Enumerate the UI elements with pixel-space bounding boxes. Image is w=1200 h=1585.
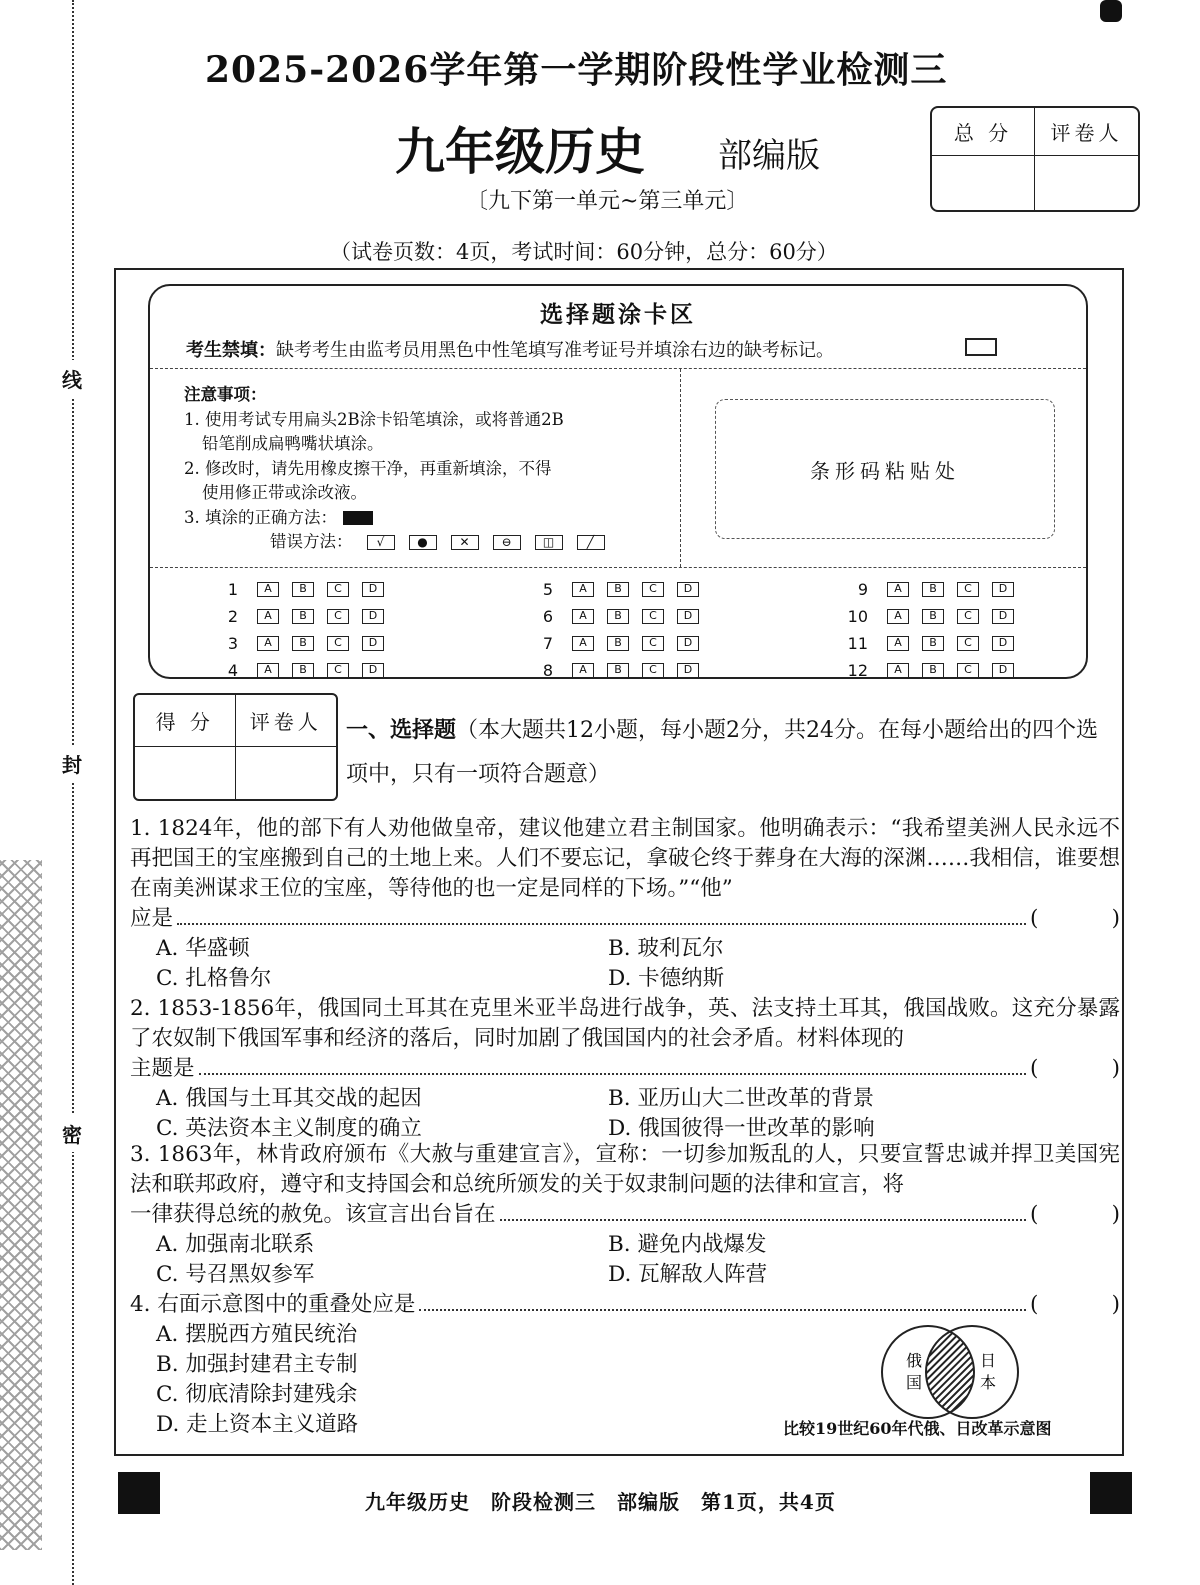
card-divider xyxy=(680,369,681,567)
answer-number: 8 xyxy=(542,661,553,679)
question-3-stem: 3. 1863年，林肯政府颁布《大赦与重建宣言》，宣称：一切参加叛乱的人，只要宣誓忠诚并捍卫美国宪法和联邦政府，遵守和支持国会和总统所颁发的关于奴隶制问题的法律和宣言，将 xyxy=(130,1142,1120,1197)
answer-number: 11 xyxy=(847,634,868,653)
answer-bubble[interactable]: D xyxy=(362,582,384,597)
question-2-option-b: B. 亚历山大二世改革的背景 xyxy=(608,1086,874,1111)
leader-dots xyxy=(500,1200,1026,1221)
answer-bubble[interactable]: B xyxy=(922,609,944,624)
answer-bubble[interactable]: C xyxy=(957,582,979,597)
paren-open: ( xyxy=(1030,1202,1039,1227)
answer-bubble[interactable]: A xyxy=(887,636,909,651)
answer-bubble[interactable]: C xyxy=(327,582,349,597)
corner-mark-top xyxy=(1100,0,1122,22)
answer-paren[interactable] xyxy=(1030,1290,1120,1320)
answer-bubble[interactable]: B xyxy=(292,582,314,597)
answer-row xyxy=(210,607,384,626)
paren-open: ( xyxy=(1030,906,1039,931)
answer-bubble[interactable]: C xyxy=(957,609,979,624)
answer-bubble[interactable]: C xyxy=(642,609,664,624)
total-grader-cell[interactable] xyxy=(1035,156,1138,210)
answer-bubbles xyxy=(150,572,1086,679)
answer-bubble[interactable]: A xyxy=(572,582,594,597)
answer-paren[interactable] xyxy=(1030,904,1120,934)
answer-bubble[interactable]: D xyxy=(992,582,1014,597)
note-3 xyxy=(184,506,664,531)
answer-row xyxy=(210,580,384,599)
paren-close: ) xyxy=(1111,1056,1120,1081)
correct-fill-sample xyxy=(343,511,373,525)
question-3-option-a: A. 加强南北联系 xyxy=(156,1232,315,1257)
venn-label-left-2: 国 xyxy=(906,1373,923,1392)
total-score-cell[interactable] xyxy=(932,156,1035,210)
venn-caption: 比较19世纪60年代俄、日改革示意图 xyxy=(783,1419,1052,1438)
question-3-option-b: B. 避免内战爆发 xyxy=(608,1232,767,1257)
answer-paren[interactable] xyxy=(1030,1200,1120,1230)
answer-number: 2 xyxy=(227,607,238,626)
wrong-mark-split: ◫ xyxy=(535,535,563,550)
note-1b: 铅笔削成扁鸭嘴状填涂。 xyxy=(202,434,384,453)
answer-bubble[interactable]: D xyxy=(677,636,699,651)
card-instructions xyxy=(150,368,1086,568)
answer-bubble[interactable]: D xyxy=(992,636,1014,651)
answer-bubble[interactable]: A xyxy=(887,582,909,597)
question-2-option-a: A. 俄国与土耳其交战的起因 xyxy=(156,1086,422,1111)
page-footer: 九年级历史 阶段检测三 部编版 第1页，共4页 xyxy=(365,1490,836,1514)
total-grader-label: 评卷人 xyxy=(1035,108,1138,156)
total-score-box xyxy=(930,106,1140,212)
answer-paren[interactable] xyxy=(1030,1054,1120,1084)
answer-number: 9 xyxy=(857,580,868,599)
section-score-label: 得 分 xyxy=(135,695,236,747)
answer-row xyxy=(210,661,384,679)
wrong-mark-slash: ╱ xyxy=(577,535,605,550)
answer-bubble[interactable]: D xyxy=(677,663,699,678)
answer-number: 3 xyxy=(227,634,238,653)
question-4-option-b: B. 加强封建君主专制 xyxy=(156,1352,358,1377)
answer-bubble[interactable]: D xyxy=(992,663,1014,678)
answer-bubble[interactable]: A xyxy=(257,636,279,651)
answer-card-title: 选择题涂卡区 xyxy=(540,301,696,328)
absent-note xyxy=(186,336,834,362)
answer-number: 12 xyxy=(847,661,868,679)
exam-info: （试卷页数：4页，考试时间：60分钟，总分：60分） xyxy=(330,240,838,264)
note-1a: 1. 使用考试专用扁头2B涂卡铅笔填涂，或将普通2B xyxy=(184,409,564,429)
answer-bubble[interactable]: C xyxy=(327,663,349,678)
answer-bubble[interactable]: D xyxy=(992,609,1014,624)
barcode-area: 条形码粘贴处 xyxy=(715,399,1055,539)
answer-bubble[interactable]: B xyxy=(607,636,629,651)
notes-block xyxy=(184,383,664,555)
question-1-option-c: C. 扎格鲁尔 xyxy=(156,966,272,991)
question-2 xyxy=(130,994,1120,1144)
answer-bubble[interactable]: C xyxy=(957,636,979,651)
wrong-mark-check: √ xyxy=(367,535,395,550)
question-4-tail: 4. 右面示意图中的重叠处应是 xyxy=(130,1292,416,1317)
answer-number: 5 xyxy=(542,580,553,599)
answer-bubble[interactable]: C xyxy=(642,582,664,597)
note-2b: 使用修正带或涂改液。 xyxy=(202,483,367,502)
answer-bubble[interactable]: C xyxy=(327,609,349,624)
answer-row xyxy=(840,607,1014,626)
answer-bubble[interactable]: D xyxy=(677,609,699,624)
answer-row xyxy=(525,580,699,599)
question-4-option-c: C. 彻底清除封建残余 xyxy=(156,1382,358,1407)
note-2a: 2. 修改时，请先用橡皮擦干净，再重新填涂，不得 xyxy=(184,458,552,478)
question-1 xyxy=(130,814,1120,994)
answer-bubble[interactable]: B xyxy=(922,582,944,597)
question-1-option-a: A. 华盛顿 xyxy=(156,936,250,961)
total-score-label: 总 分 xyxy=(932,108,1035,156)
binding-char-seal: 封 xyxy=(62,745,82,782)
leader-dots xyxy=(419,1290,1026,1311)
answer-bubble[interactable]: B xyxy=(607,663,629,678)
answer-bubble[interactable]: B xyxy=(922,663,944,678)
binding-line xyxy=(72,0,74,1585)
section-score-box xyxy=(133,693,338,801)
question-1-option-b: B. 玻利瓦尔 xyxy=(608,936,724,961)
answer-bubble[interactable]: A xyxy=(572,636,594,651)
corner-mark-bottom-left xyxy=(118,1472,160,1514)
question-4-option-d: D. 走上资本主义道路 xyxy=(156,1412,359,1437)
paren-close: ) xyxy=(1111,1202,1120,1227)
subject-title: 九年级历史 xyxy=(395,123,645,181)
wrong-methods xyxy=(184,530,664,555)
section-title: 一、选择题 xyxy=(346,717,457,743)
binding-char-secret: 密 xyxy=(62,1115,82,1152)
answer-bubble[interactable]: B xyxy=(292,636,314,651)
answer-card xyxy=(148,284,1088,679)
paren-close: ) xyxy=(1111,1292,1120,1317)
question-3-option-d: D. 瓦解敌人阵营 xyxy=(608,1262,768,1287)
answer-row xyxy=(840,661,1014,679)
absent-note-label: 考生禁填： xyxy=(186,340,276,361)
question-2-tail: 主题是 xyxy=(130,1056,195,1081)
notes-title: 注意事项： xyxy=(184,385,267,404)
answer-number: 4 xyxy=(227,661,238,679)
answer-bubble[interactable]: C xyxy=(327,636,349,651)
answer-bubble[interactable]: D xyxy=(677,582,699,597)
answer-bubble[interactable]: C xyxy=(642,636,664,651)
answer-bubble[interactable]: A xyxy=(887,609,909,624)
wrong-mark-dot: ● xyxy=(409,535,437,550)
leader-dots xyxy=(177,904,1026,925)
answer-bubble[interactable]: A xyxy=(257,663,279,678)
scope-label: 〔九下第一单元~第三单元〕 xyxy=(466,189,749,214)
section-heading xyxy=(346,708,1111,797)
answer-bubble[interactable]: A xyxy=(887,663,909,678)
answer-bubble[interactable]: B xyxy=(607,609,629,624)
answer-row xyxy=(525,661,699,679)
venn-label-right-2: 本 xyxy=(980,1373,997,1392)
answer-bubble[interactable]: B xyxy=(922,636,944,651)
answer-number: 7 xyxy=(542,634,553,653)
absent-note-text: 缺考考生由监考员用黑色中性笔填写准考证号并填涂右边的缺考标记。 xyxy=(276,340,834,361)
venn-label-right-1: 日 xyxy=(980,1351,997,1370)
answer-number: 1 xyxy=(227,580,238,599)
absent-mark-box[interactable] xyxy=(965,338,997,356)
answer-bubble[interactable]: A xyxy=(572,663,594,678)
section-score-cell[interactable] xyxy=(135,747,236,799)
venn-diagram xyxy=(870,1322,1030,1422)
note-3-text: 3. 填涂的正确方法： xyxy=(184,507,337,527)
question-1-tail: 应是 xyxy=(130,906,174,931)
answer-bubble[interactable]: A xyxy=(257,582,279,597)
answer-bubble[interactable]: D xyxy=(362,609,384,624)
question-2-stem: 2. 1853-1856年，俄国同土耳其在克里米亚半岛进行战争，英、法支持土耳其，俄国战败。这充分暴露了农奴制下俄国军事和经济的落后，同时加剧了俄国国内的社会矛盾。材料体现的 xyxy=(130,996,1120,1051)
paren-open: ( xyxy=(1030,1292,1039,1317)
answer-row xyxy=(525,634,699,653)
answer-bubble[interactable]: A xyxy=(572,609,594,624)
answer-row xyxy=(525,607,699,626)
answer-number: 6 xyxy=(542,607,553,626)
wrong-label: 错误方法： xyxy=(270,532,353,551)
answer-bubble[interactable]: B xyxy=(292,609,314,624)
corner-mark-bottom-right xyxy=(1090,1472,1132,1514)
answer-bubble[interactable]: D xyxy=(362,663,384,678)
section-desc: （本大题共12小题，每小题2分，共24分。在每小题给出的四个选项中，只有一项符合题意） xyxy=(346,718,1099,787)
wrong-mark-cross: ✕ xyxy=(451,535,479,550)
paren-close: ) xyxy=(1111,906,1120,931)
question-4-option-a: A. 摆脱西方殖民统治 xyxy=(156,1322,358,1347)
question-3 xyxy=(130,1140,1120,1290)
answer-number: 10 xyxy=(847,607,868,626)
binding-char-line: 线 xyxy=(62,360,82,397)
question-1-stem: 1. 1824年，他的部下有人劝他做皇帝，建议他建立君主制国家。他明确表示：“我希望美洲人民永远不再把国王的宝座搬到自己的土地上来。人们不要忘记，拿破仑终于葬身在大海的深渊……我相信，谁要想在南美洲谋求王位的宝座，等待他的也一定是同样的下场。”“他” xyxy=(130,816,1120,901)
exam-title: 2025-2026学年第一学期阶段性学业检测三 xyxy=(205,49,948,91)
leader-dots xyxy=(199,1054,1026,1075)
answer-bubble[interactable]: B xyxy=(607,582,629,597)
section-grader-label: 评卷人 xyxy=(236,695,337,747)
question-1-option-d: D. 卡德纳斯 xyxy=(608,966,725,991)
answer-row xyxy=(840,634,1014,653)
section-grader-cell[interactable] xyxy=(236,747,337,799)
question-3-option-c: C. 号召黑奴参军 xyxy=(156,1262,315,1287)
answer-bubble[interactable]: C xyxy=(957,663,979,678)
question-3-tail: 一律获得总统的赦免。该宣言出台旨在 xyxy=(130,1202,496,1227)
wrong-mark-line: ⊖ xyxy=(493,535,521,550)
answer-bubble[interactable]: B xyxy=(292,663,314,678)
answer-bubble[interactable]: A xyxy=(257,609,279,624)
question-2-option-c: C. 英法资本主义制度的确立 xyxy=(156,1116,422,1141)
edition-label: 部编版 xyxy=(718,136,820,176)
question-2-option-d: D. 俄国彼得一世改革的影响 xyxy=(608,1116,875,1141)
binding-hatch xyxy=(0,860,42,1550)
venn-label-left-1: 俄 xyxy=(906,1351,923,1370)
answer-bubble[interactable]: C xyxy=(642,663,664,678)
answer-row xyxy=(840,580,1014,599)
answer-row xyxy=(210,634,384,653)
answer-bubble[interactable]: D xyxy=(362,636,384,651)
paren-open: ( xyxy=(1030,1056,1039,1081)
